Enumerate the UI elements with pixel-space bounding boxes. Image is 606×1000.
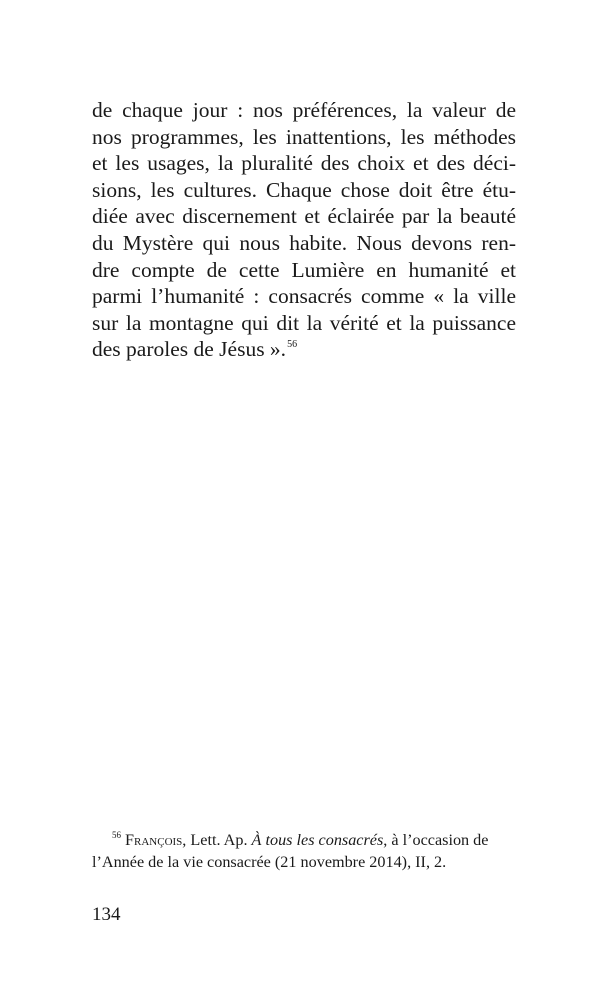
paragraph-line: dre compte de cette Lumière en humanité et xyxy=(92,257,516,282)
footnote-line: l’Année de la vie consacrée (21 novembre 2014), II, 2. xyxy=(92,852,447,871)
paragraph-line: du Mystère qui nous habite. Nous devons ren- xyxy=(92,230,516,255)
paragraph-line: et les usages, la pluralité des choix et des déci- xyxy=(92,151,516,176)
paragraph-line: sions, les cultures. Chaque chose doit être étu- xyxy=(92,177,516,202)
paragraph-last-line xyxy=(92,336,516,363)
paragraph-line: diée avec discernement et éclairée par la beauté xyxy=(92,204,516,229)
footnote-text: , à l’occasion de xyxy=(383,831,489,849)
paragraph-line: de chaque jour : nos préférences, la valeur de xyxy=(92,98,516,122)
paragraph-line-text: des paroles de Jésus ». xyxy=(92,337,287,362)
footnote xyxy=(92,830,516,873)
footnote-title: À tous les consacrés xyxy=(251,831,384,849)
footnote-reference[interactable]: 56 xyxy=(287,339,298,351)
page-number: 134 xyxy=(92,904,121,925)
paragraph-line: nos programmes, les inattentions, les méthodes xyxy=(92,124,516,149)
footnote-number: 56 xyxy=(112,830,121,840)
footnote-author: François xyxy=(125,831,183,849)
paragraph-line: parmi l’humanité : consacrés comme « la ville xyxy=(92,284,516,309)
footnote-line xyxy=(92,830,516,852)
main-paragraph xyxy=(92,97,516,363)
footnote-text: , Lett. Ap. xyxy=(182,831,252,849)
paragraph-line: sur la montagne qui dit la vérité et la puissance xyxy=(92,310,516,335)
